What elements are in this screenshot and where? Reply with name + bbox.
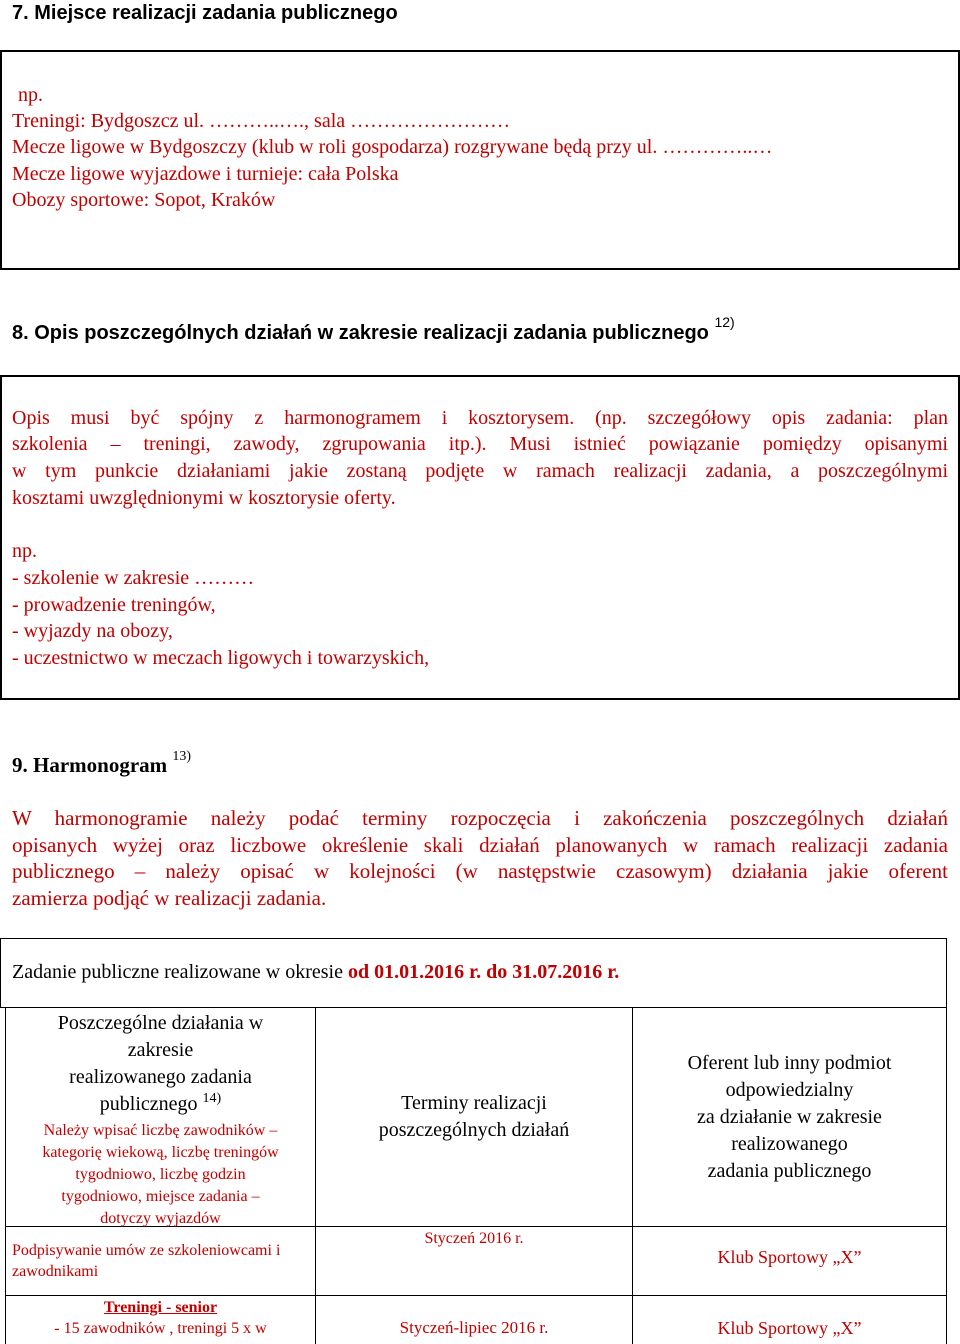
- header-responsible-line: Oferent lub inny podmiot: [687, 1052, 892, 1074]
- section-8-para-line: Opis musi być spójny z harmonogramem i kosztorysem. (np. szczegółowy opis zadania: plan: [12, 407, 948, 429]
- section-8-list-item: - prowadzenie treningów,: [12, 594, 216, 616]
- row2-activity: [6, 1297, 315, 1339]
- row2-responsible: Klub Sportowy „X”: [717, 1318, 862, 1338]
- schedule-period-label: Zadanie publiczne realizowane w okresie: [12, 961, 348, 983]
- section-8-para-line: w tym punkcie działaniami jakie zostaną podjęte w ramach realizacji zadania, a poszczególnymi: [12, 460, 948, 482]
- header-terms-line: poszczególnych działań: [378, 1119, 570, 1141]
- header-activities-line-last: [6, 1091, 315, 1120]
- header-activities-note: [6, 1120, 315, 1230]
- section-7-line: Mecze ligowe w Bydgoszczy (klub w roli gospodarza) rozgrywane będą przy ul. …………..…: [12, 136, 773, 158]
- section-8-list-item: - wyjazdy na obozy,: [12, 620, 173, 642]
- section-8-heading-text: 8. Opis poszczególnych działań w zakresie realizacji zadania publicznego: [12, 322, 709, 344]
- section-8-box: [0, 375, 960, 700]
- section-9-para-line: publicznego – należy opisać w kolejności (w następstwie czasowym) działania jakie oferent: [12, 859, 948, 883]
- schedule-period-row: [0, 938, 947, 1008]
- schedule-period-value: od 01.01.2016 r. do 31.07.2016 r.: [347, 961, 620, 983]
- section-8-footnote-ref: 12): [714, 314, 735, 330]
- section-8-list-item: - uczestnictwo w meczach ligowych i towarzyskich,: [12, 647, 430, 669]
- header-activities-footnote-ref: 14): [202, 1091, 222, 1106]
- section-8-para-line: kosztami uwzględnionymi w kosztorysie oferty.: [12, 487, 396, 509]
- note-line: Należy wpisać liczbę zawodników –: [43, 1122, 278, 1139]
- section-7-line: Mecze ligowe wyjazdowe i turnieje: cała Polska: [12, 163, 399, 185]
- header-responsible: [633, 1050, 946, 1185]
- header-activities-line: Poszczególne działania w: [57, 1012, 264, 1034]
- section-8-list-item: np.: [12, 540, 37, 562]
- section-8-para-line: szkolenia – treningi, zawody, zgrupowania itp.). Musi istnieć powiązanie pomiędzy opisanymi: [12, 433, 948, 455]
- header-activities: [6, 1010, 315, 1230]
- header-responsible-line: za działanie w zakresie: [697, 1106, 882, 1128]
- section-9-heading-text: 9. Harmonogram: [12, 753, 168, 777]
- section-7-line: np.: [18, 84, 43, 106]
- section-9-footnote-ref: 13): [172, 749, 192, 764]
- schedule-period: [12, 961, 619, 984]
- note-line: tygodniowo, liczbę godzin: [75, 1166, 246, 1183]
- section-7-line: Obozy sportowe: Sopot, Kraków: [12, 189, 276, 211]
- note-line: tygodniowo, miejsce zadania –: [61, 1188, 260, 1205]
- section-7-box: [0, 50, 960, 270]
- section-7-heading: 7. Miejsce realizacji zadania publicznego: [12, 2, 398, 24]
- header-responsible-line: realizowanego: [731, 1133, 848, 1155]
- row1-activity-line: Podpisywanie umów ze szkoleniowcami i: [12, 1242, 281, 1259]
- row1-term: Styczeń 2016 r.: [424, 1230, 524, 1247]
- note-line: dotyczy wyjazdów: [100, 1210, 221, 1227]
- section-8-heading: [12, 314, 735, 345]
- note-line: kategorię wiekową, liczbę treningów: [42, 1144, 279, 1161]
- header-terms: [316, 1090, 632, 1144]
- header-activities-text: publicznego: [99, 1093, 198, 1115]
- section-8-list-item: - szkolenie w zakresie ………: [12, 567, 255, 589]
- row1-responsible: Klub Sportowy „X”: [717, 1247, 862, 1267]
- header-activities-line: zakresie: [127, 1039, 194, 1061]
- section-9-heading: [12, 749, 192, 778]
- header-terms-line: Terminy realizacji: [401, 1092, 547, 1114]
- row2-activity-line: - 15 zawodników , treningi 5 x w: [54, 1320, 267, 1337]
- header-activities-line: realizowanego zadania: [69, 1066, 252, 1088]
- section-9-para-line: zamierza podjąć w realizacji zadania.: [12, 886, 327, 910]
- row2-term: Styczeń-lipiec 2016 r.: [399, 1318, 549, 1337]
- row2-activity-title: Treningi - senior: [103, 1299, 218, 1316]
- section-7-line: Treningi: Bydgoszcz ul. ………..…., sala ……………………: [12, 110, 511, 132]
- row1-activity-line: zawodnikami: [12, 1263, 99, 1280]
- section-9-para-line: W harmonogramie należy podać terminy rozpoczęcia i zakończenia poszczególnych działań: [12, 806, 948, 830]
- header-responsible-line: zadania publicznego: [707, 1160, 872, 1182]
- header-responsible-line: odpowiedzialny: [725, 1079, 854, 1101]
- row1-activity: [12, 1240, 312, 1282]
- section-9-para-line: opisanych wyżej oraz liczbowe określenie skali działań planowanych w ramach realizacji zadania: [12, 833, 948, 857]
